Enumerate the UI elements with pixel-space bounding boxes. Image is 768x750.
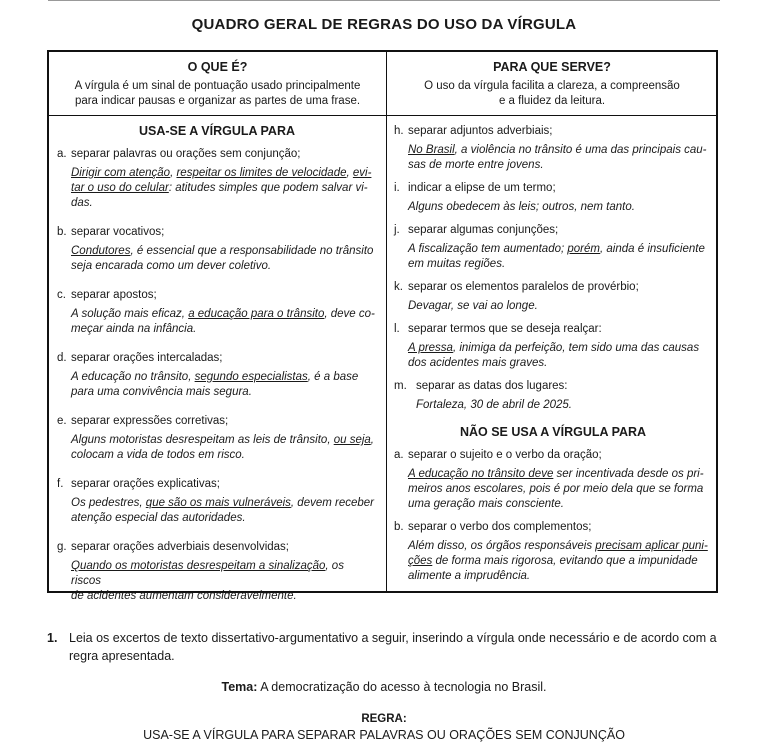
rule-text: separar o verbo dos complementos; bbox=[408, 521, 592, 533]
rule-statement: USA-SE A VÍRGULA PARA SEPARAR PALAVRAS OU ORAÇÕES SEM CONJUNÇÃO bbox=[143, 728, 625, 742]
what-is-title: O QUE É? bbox=[187, 60, 248, 74]
rule-text: separar expressões corretivas; bbox=[71, 415, 229, 427]
question-text: Leia os excertos de texto dissertativo-argumentativo a seguir, inserindo a vírgula onde necessário e de acordo com a regra apresentada. bbox=[69, 631, 717, 663]
rule-text: separar o sujeito e o verbo da oração; bbox=[408, 449, 602, 461]
column-divider bbox=[386, 52, 387, 591]
theme-value: A democratização do acesso à tecnologia no Brasil. bbox=[257, 680, 547, 694]
rule-h bbox=[394, 124, 712, 173]
example-c: A solução mais eficaz, a educação para o trânsito, deve co- meçar ainda na infância. bbox=[71, 308, 375, 335]
rule-text: separar orações explicativas; bbox=[71, 478, 220, 490]
example-m: Fortaleza, 30 de abril de 2025. bbox=[416, 399, 572, 411]
theme-label: Tema: bbox=[221, 680, 258, 694]
rule-label: d. bbox=[57, 352, 67, 364]
example-nao-a: A educação no trânsito deve ser incentivada desde os pri- meiros anos escolares, pois é por meio dela que se forma uma geração mais consciente. bbox=[408, 468, 704, 510]
left-column bbox=[57, 124, 377, 618]
rules-table bbox=[47, 50, 718, 602]
purpose-line2: e a fluidez da leitura. bbox=[498, 95, 606, 107]
rule-text: separar orações intercaladas; bbox=[71, 352, 223, 364]
rule-label: g. bbox=[57, 541, 67, 553]
example-d: A educação no trânsito, segundo especialistas, é a base para uma convivência mais segura. bbox=[71, 371, 359, 398]
example-e: Alguns motoristas desrespeitam as leis de trânsito, ou seja, colocam a vida de todos em risco. bbox=[71, 434, 374, 461]
rule-text: separar algumas conjunções; bbox=[408, 224, 559, 236]
rule-c bbox=[57, 288, 377, 337]
nao-title: NÃO SE USA A VÍRGULA PARA bbox=[459, 425, 647, 439]
right-column bbox=[394, 124, 712, 592]
rule-d bbox=[57, 351, 377, 400]
example-k: Devagar, se vai ao longe. bbox=[408, 300, 538, 312]
rule-label: f. bbox=[57, 478, 64, 490]
question-number: 1. bbox=[47, 631, 58, 645]
rule-label: l. bbox=[394, 323, 400, 335]
rule-text: separar as datas dos lugares: bbox=[416, 380, 568, 392]
example-h: No Brasil, a violência no trânsito é uma das principais cau- sas de morte entre jovens. bbox=[408, 144, 707, 171]
example-a: Dirigir com atenção, respeitar os limites de velocidade, evi- tar o uso do celular: atitudes simples que podem salvar vi- das. bbox=[71, 167, 372, 209]
purpose-cell bbox=[387, 60, 717, 109]
what-is-cell bbox=[49, 60, 386, 109]
rule-label: e. bbox=[57, 415, 67, 427]
example-f: Os pedestres, que são os mais vulneráveis, devem receber atenção especial das autoridades. bbox=[71, 497, 375, 524]
rule-a bbox=[57, 147, 377, 211]
rule-nao-a bbox=[394, 448, 712, 512]
rule-label: a. bbox=[394, 449, 404, 461]
rule-label: h. bbox=[394, 125, 404, 137]
rule-b bbox=[57, 225, 377, 274]
example-j: A fiscalização tem aumentado; porém, ainda é insuficiente em muitas regiões. bbox=[408, 243, 705, 270]
rule-k bbox=[394, 280, 712, 314]
rule-label: b. bbox=[57, 226, 67, 238]
rule-nao-b bbox=[394, 520, 712, 584]
rule-heading: REGRA: bbox=[361, 713, 407, 725]
rule-e bbox=[57, 414, 377, 463]
example-i: Alguns obedecem às leis; outros, nem tanto. bbox=[408, 201, 635, 213]
rule-label: k. bbox=[394, 281, 403, 293]
rule-label: b. bbox=[394, 521, 404, 533]
rule-text: separar os elementos paralelos de provérbio; bbox=[408, 281, 639, 293]
rule-label: i. bbox=[394, 182, 400, 194]
rule-j bbox=[394, 223, 712, 272]
rule-i bbox=[394, 181, 712, 215]
top-rule bbox=[48, 0, 720, 1]
rule-text: separar palavras ou orações sem conjunção; bbox=[71, 148, 301, 160]
rule-f bbox=[57, 477, 377, 526]
purpose-line1: O uso da vírgula facilita a clareza, a compreensão bbox=[424, 80, 680, 92]
rule-text: separar orações adverbiais desenvolvidas; bbox=[71, 541, 289, 553]
rule-text: separar vocativos; bbox=[71, 226, 165, 238]
rule-text: separar termos que se deseja realçar: bbox=[408, 323, 602, 335]
purpose-title: PARA QUE SERVE? bbox=[493, 60, 611, 74]
example-nao-b: Além disso, os órgãos responsáveis precisam aplicar puni- ções de forma mais rigorosa, evitando que a impunidade alimente a imprudência. bbox=[408, 540, 708, 582]
rule-l bbox=[394, 322, 712, 371]
page-title: QUADRO GERAL DE REGRAS DO USO DA VÍRGULA bbox=[191, 16, 577, 33]
header-divider bbox=[49, 115, 716, 116]
rule-label: c. bbox=[57, 289, 66, 301]
example-g: Quando os motoristas desrespeitam a sinalização, os riscos de acidentes aumentam consideravelmente. bbox=[71, 560, 344, 602]
rule-text: separar adjuntos adverbiais; bbox=[408, 125, 553, 137]
theme-line bbox=[0, 680, 768, 694]
rule-text: separar apostos; bbox=[71, 289, 157, 301]
rule-label: a. bbox=[57, 148, 67, 160]
example-l: A pressa, inimiga da perfeição, tem sido uma das causas dos acidentes mais graves. bbox=[408, 342, 700, 369]
question-1 bbox=[47, 629, 727, 665]
what-is-line1: A vírgula é um sinal de pontuação usado principalmente bbox=[74, 80, 361, 92]
rule-label: m. bbox=[394, 380, 407, 392]
rule-label: j. bbox=[394, 224, 400, 236]
rule-m bbox=[394, 379, 712, 413]
example-b: Condutores, é essencial que a responsabilidade no trânsito seja encarada como um dever coletivo. bbox=[71, 245, 374, 272]
rule-g bbox=[57, 540, 377, 604]
what-is-line2: para indicar pausas e organizar as partes de uma frase. bbox=[74, 95, 361, 107]
usa-title: USA-SE A VÍRGULA PARA bbox=[138, 124, 296, 138]
rule-text: indicar a elipse de um termo; bbox=[408, 182, 556, 194]
